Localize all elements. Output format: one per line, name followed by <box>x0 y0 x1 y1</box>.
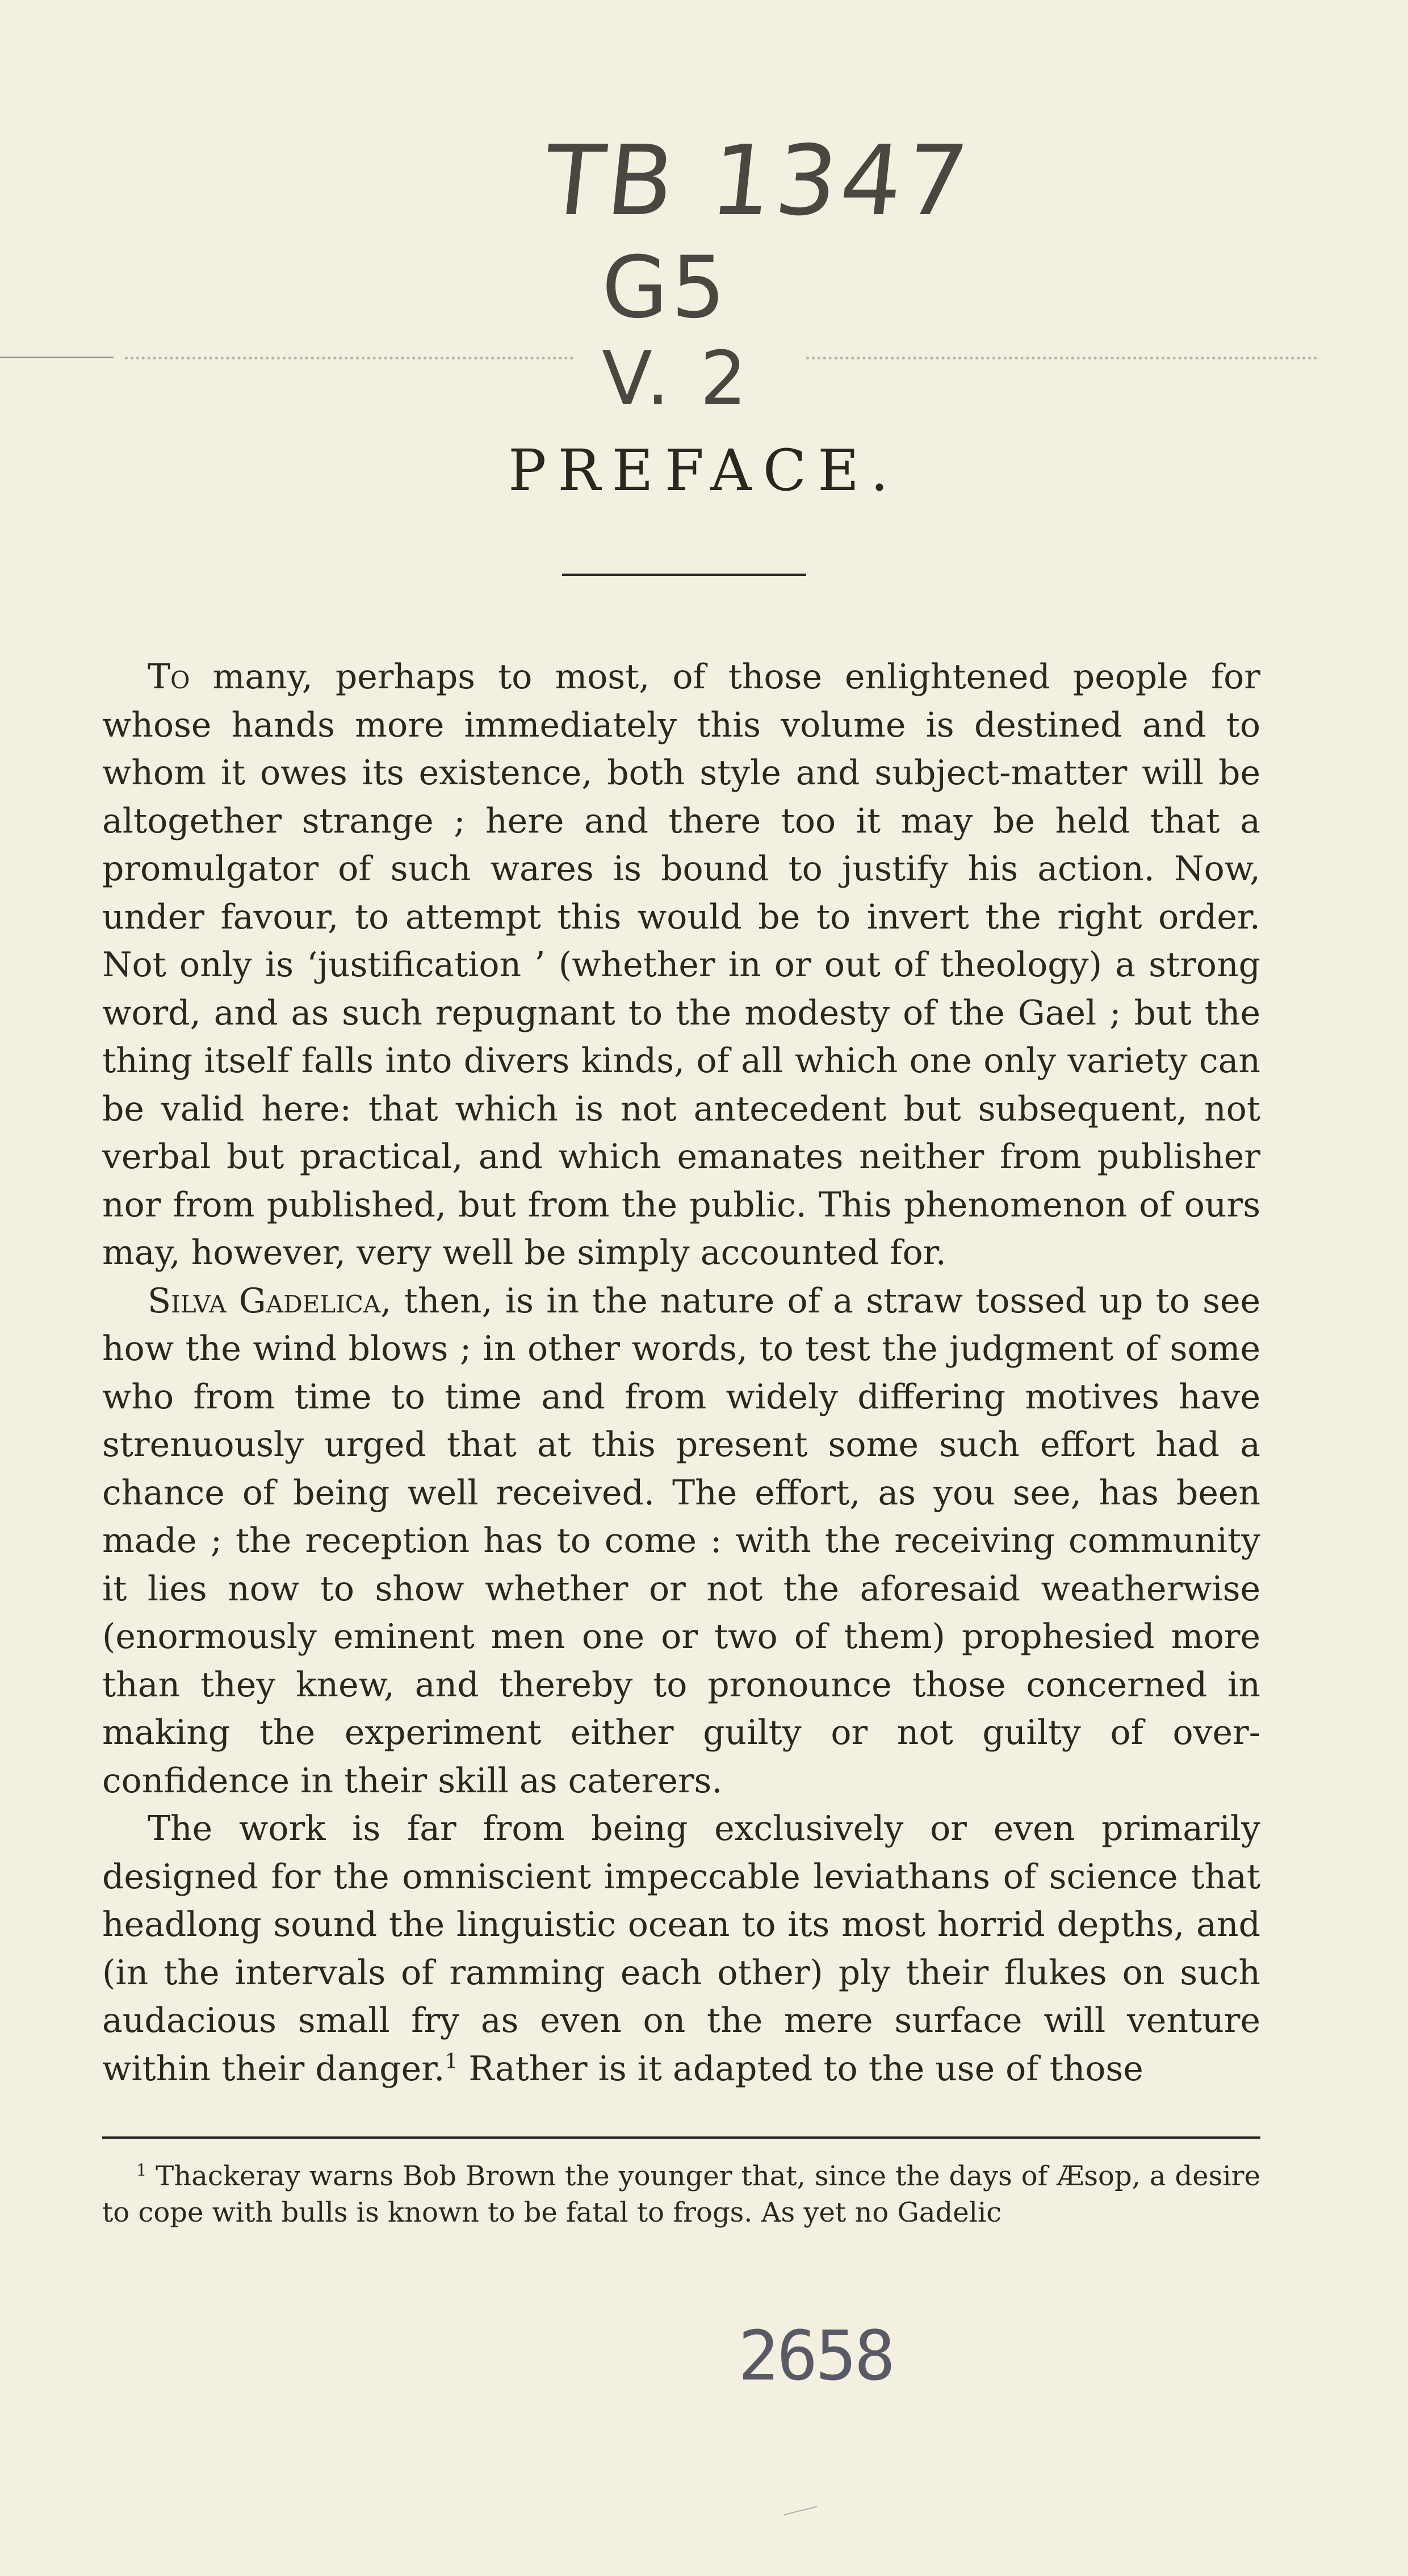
paragraph-3-text-after: Rather is it adapted to the use of those <box>458 2048 1143 2089</box>
paragraph-1-lead: To <box>148 657 190 697</box>
paragraph-2 <box>102 1277 1260 1805</box>
margin-pencil-line <box>0 357 114 358</box>
footnote-1 <box>102 2158 1260 2231</box>
paragraph-1 <box>102 653 1260 1277</box>
handwritten-call-number-line1: TB 1347 <box>539 125 977 237</box>
preface-body <box>102 653 1260 2093</box>
handwritten-call-number-line2: G5 <box>602 239 729 337</box>
footnote-text: Thackeray warns Bob Brown the younger that, since the days of Æsop, a desire to cope with bulls is known to be fatal to frogs. As yet no Gadelic <box>102 2160 1260 2228</box>
library-stamp-number: 2658 <box>738 2317 893 2396</box>
dotted-divider-right <box>806 357 1317 359</box>
paragraph-3 <box>102 1805 1260 2093</box>
handwritten-volume-number: V. 2 <box>602 335 751 421</box>
dotted-divider-left <box>125 357 573 359</box>
paragraph-2-text: , then, is in the nature of a straw tossed up to see how the wind blows ; in other words, to test the judgment of some who from time to time and from widely differing motives have strenuously urged that at this present some such effort had a chance of being well received. The effort, as you see, has been made ; the reception has to come : with the receiving community it lies now to show whether or not the aforesaid weatherwise (enormously eminent men one or two of them) prophesied more than they knew, and thereby to pronounce those concerned in making the experiment either guilty or not guilty of over-confidence in their skill as caterers. <box>102 1281 1260 1801</box>
paragraph-1-text: many, perhaps to most, of those enlightened people for whose hands more immediately this volume is destined and to whom it owes its existence, both style and subject-matter will be altogether strange ; here and there too it may be held that a promulgator of such wares is bound to justify his action. Now, under favour, to attempt this would be to invert the right order. Not only is ‘justification ’ (whether in or out of theology) a strong word, and as such repugnant to the modesty of the Gael ; but the thing itself falls into divers kinds, of all which one only variety can be valid here: that which is not antecedent but subsequent, not verbal but practical, and which emanates neither from publisher nor from published, but from the public. This phenomenon of ours may, however, very well be simply accounted for. <box>102 657 1260 1273</box>
title-underline <box>562 574 806 576</box>
paragraph-3-text: The work is far from being exclusively or even primarily designed for the omniscient impeccable leviathans of science that headlong sound the linguistic ocean to its most horrid depths, and (in the intervals of ramming each other) ply their flukes on such audacious small fry as even on the mere surface will venture within their danger. <box>102 1809 1260 2089</box>
pencil-mark <box>784 2506 818 2515</box>
page-title: PREFACE. <box>508 437 900 504</box>
footnote-marker: 1 <box>136 2160 147 2180</box>
footnote <box>102 2158 1260 2231</box>
footnote-separator <box>102 2136 1260 2139</box>
footnote-reference[interactable]: 1 <box>445 2050 458 2073</box>
paragraph-2-lead: Silva Gadelica <box>148 1281 381 1321</box>
